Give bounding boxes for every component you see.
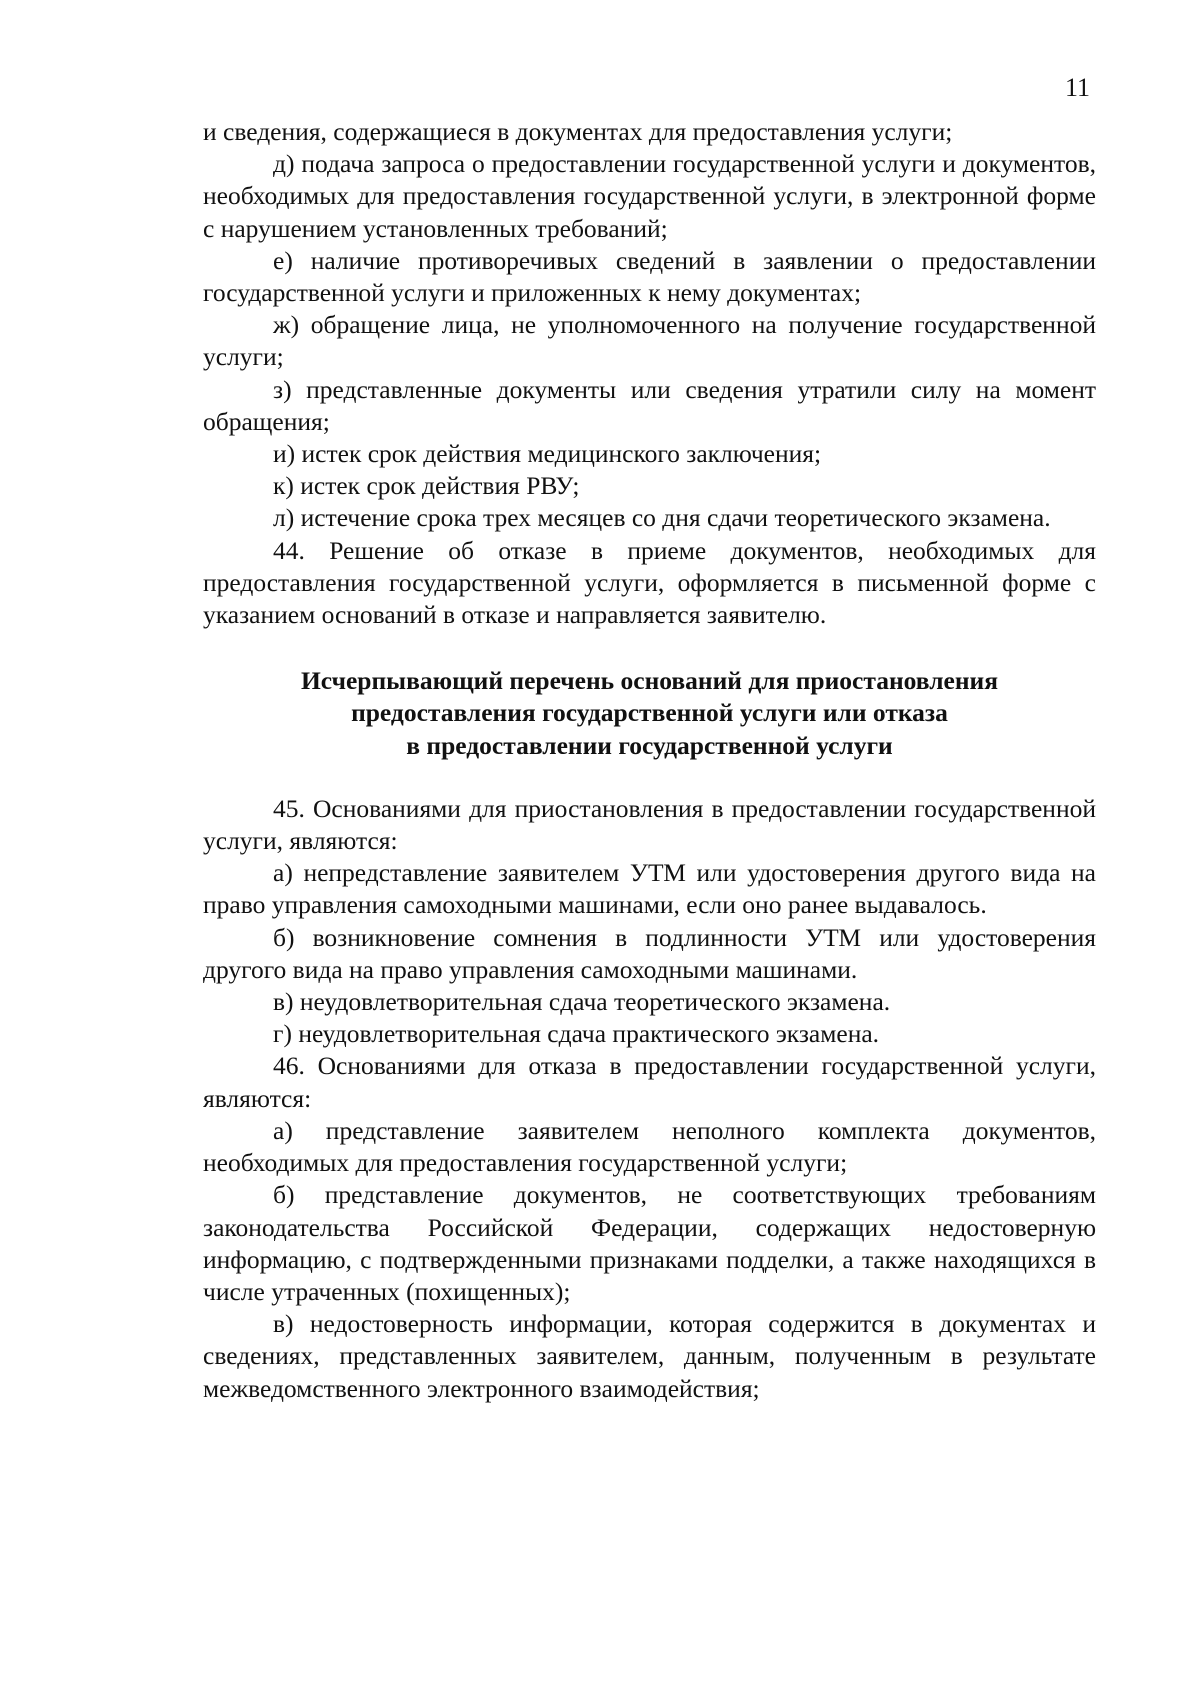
- paragraph: б) представление документов, не соответствующих требованиям законодательства Российской Федерации, содержащих недостоверную информацию, с подтвержденными признаками подделки, а также находящихся в числе утраченных (похищенных);: [203, 1180, 1096, 1306]
- paragraph: и) истек срок действия медицинского заключения;: [273, 439, 822, 469]
- paragraph: к) истек срок действия РВУ;: [273, 471, 580, 501]
- paragraph: а) представление заявителем неполного комплекта документов, необходимых для предоставления государственной услуги;: [203, 1115, 1096, 1178]
- paragraph: б) возникновение сомнения в подлинности УТМ или удостоверения другого вида на право управления самоходными машинами.: [203, 922, 1096, 984]
- paragraph: ж) обращение лица, не уполномоченного на получение государственной услуги;: [203, 310, 1096, 372]
- page-number: 11: [1064, 73, 1090, 102]
- paragraph: е) наличие противоречивых сведений в заявлении о предоставлении государственной услуги и приложенных к нему документах;: [203, 245, 1096, 308]
- paragraph: д) подача запроса о предоставлении государственной услуги и документов, необходимых для предоставления государственной услуги, в электронной форме с нарушением установленных требований;: [203, 149, 1096, 243]
- paragraph: л) истечение срока трех месяцев со дня сдачи теоретического экзамена.: [273, 503, 1051, 533]
- document-body: [203, 116, 1096, 1405]
- section-heading-line: в предоставлении государственной услуги: [406, 730, 893, 760]
- paragraph: г) неудовлетворительная сдача практического экзамена.: [273, 1019, 880, 1049]
- paragraph: 46. Основаниями для отказа в предоставлении государственной услуги, являются:: [203, 1051, 1096, 1113]
- paragraph: в) недостоверность информации, которая содержится в документах и сведениях, представленных заявителем, данным, полученным в результате межведомственного электронного взаимодействия;: [203, 1309, 1096, 1403]
- paragraph: з) представленные документы или сведения утратили силу на момент обращения;: [203, 374, 1096, 436]
- paragraph: в) неудовлетворительная сдача теоретического экзамена.: [273, 987, 891, 1017]
- paragraph: и сведения, содержащиеся в документах для предоставления услуги;: [203, 117, 953, 146]
- section-heading-line: предоставления государственной услуги или отказа: [351, 698, 948, 728]
- paragraph: а) непредставление заявителем УТМ или удостоверения другого вида на право управления самоходными машинами, если оно ранее выдавалось.: [203, 858, 1096, 920]
- section-heading-line: Исчерпывающий перечень оснований для приостановления: [300, 666, 999, 696]
- paragraph: 44. Решение об отказе в приеме документов, необходимых для предоставления государственной услуги, оформляется в письменной форме с указанием оснований в отказе и направляется заявителю.: [203, 535, 1096, 630]
- paragraph: 45. Основаниями для приостановления в предоставлении государственной услуги, являются:: [203, 793, 1096, 856]
- section-heading: [203, 665, 1096, 762]
